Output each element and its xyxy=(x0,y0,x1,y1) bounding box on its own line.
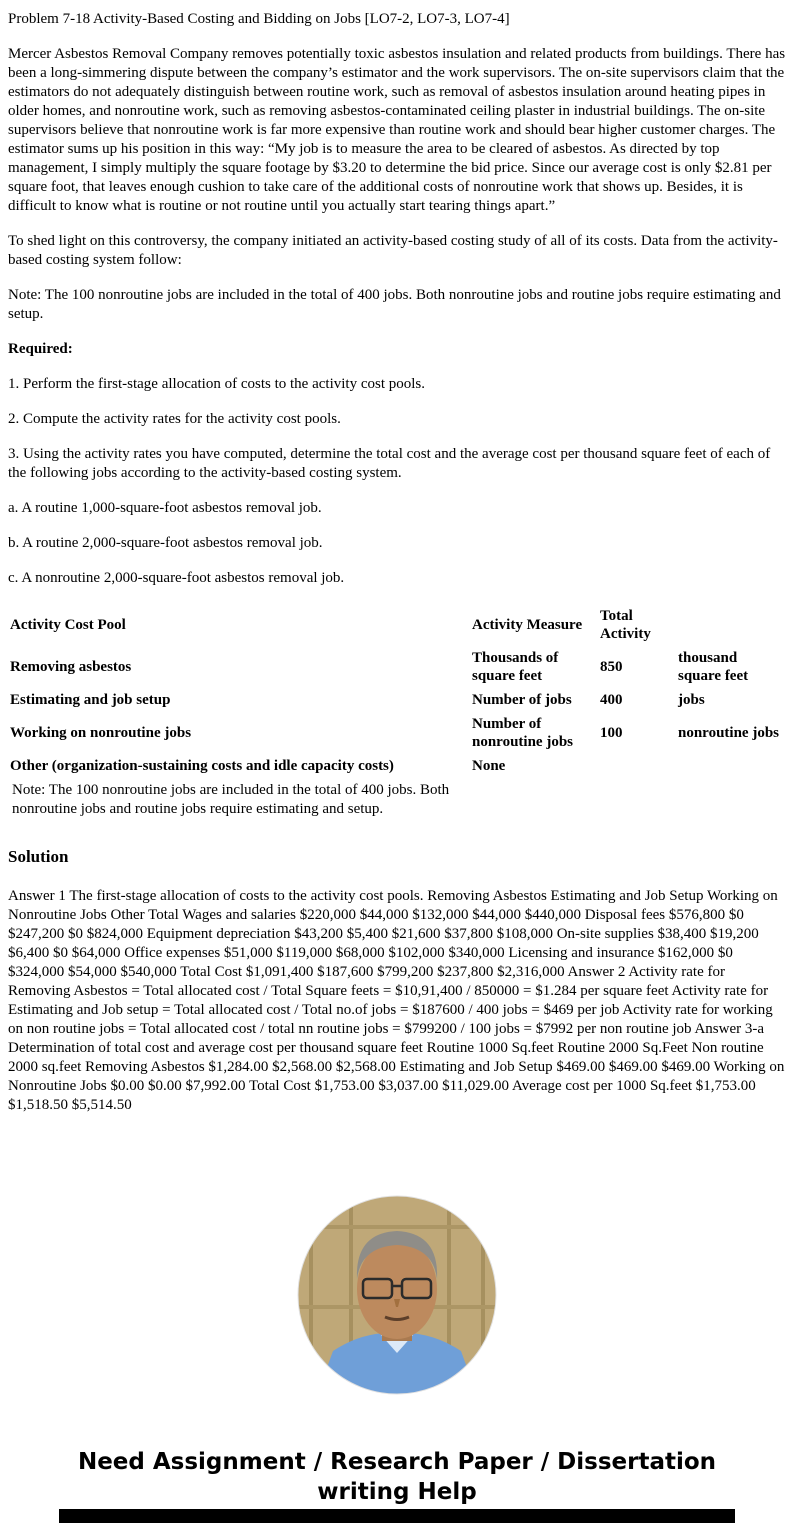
profile-photo-image xyxy=(297,1195,497,1395)
note-paragraph: Note: The 100 nonroutine jobs are included in the total of 400 jobs. Both nonroutine jobs and routine jobs require estimating and setup. xyxy=(8,287,781,322)
cell-measure: Number of nonroutine jobs xyxy=(472,716,574,750)
cell-unit: jobs xyxy=(678,692,705,708)
required-item-3c: c. A nonroutine 2,000-square-foot asbestos removal job. xyxy=(8,570,345,586)
bottom-bar xyxy=(59,1509,735,1523)
col-header-activity-measure: Activity Measure xyxy=(472,617,583,633)
cell-activity: 100 xyxy=(600,725,623,741)
required-heading: Required: xyxy=(8,341,73,357)
profile-photo xyxy=(8,1195,786,1395)
cell-pool: Working on nonroutine jobs xyxy=(10,725,192,741)
col-header-unit xyxy=(678,604,788,646)
table-row-other xyxy=(10,754,788,778)
cell-pool: Other (organization-sustaining costs and idle capacity costs) xyxy=(10,758,394,774)
solution-heading: Solution xyxy=(8,847,69,866)
intro-paragraph-2: To shed light on this controversy, the company initiated an activity-based costing study of all of its costs. Data from the activity-based costing system follow: xyxy=(8,233,778,268)
required-item-3b: b. A routine 2,000-square-foot asbestos removal job. xyxy=(8,535,323,551)
required-item-2: 2. Compute the activity rates for the activity cost pools. xyxy=(8,411,341,427)
cell-activity xyxy=(600,754,678,778)
table-note: Note: The 100 nonroutine jobs are included in the total of 400 jobs. Both nonroutine jobs and routine jobs require estimating and setup. xyxy=(12,782,450,817)
table-row-nonroutine-jobs xyxy=(10,712,788,754)
cell-unit: nonroutine jobs xyxy=(678,725,780,741)
activity-table-header-row xyxy=(10,604,788,646)
table-row-estimating-setup xyxy=(10,688,788,712)
cell-pool: Estimating and job setup xyxy=(10,692,171,708)
cell-unit: thousand square feet xyxy=(678,650,749,684)
col-header-activity-cost-pool: Activity Cost Pool xyxy=(10,617,126,633)
required-item-3a: a. A routine 1,000-square-foot asbestos removal job. xyxy=(8,500,322,516)
required-item-1: 1. Perform the first-stage allocation of costs to the activity cost pools. xyxy=(8,376,425,392)
cell-pool: Removing asbestos xyxy=(10,659,132,675)
cell-measure: Number of jobs xyxy=(472,692,572,708)
cell-unit xyxy=(678,754,788,778)
required-item-3: 3. Using the activity rates you have computed, determine the total cost and the average cost per thousand square feet of each of the following jobs according to the activity-based costing system. xyxy=(8,446,771,481)
solution-text: Answer 1 The first-stage allocation of costs to the activity cost pools. Removing Asbestos Estimating and Job Setup Working on Nonroutine Jobs Other Total Wages and salaries $220,000 $44,000 $132,000 $44,000 $440,000 Disposal fees $576,800 $0 $247,200 $0 $824,000 Equipment depreciation $43,200 $5,400 $21,600 $37,800 $108,000 On-site supplies $38,400 $19,200 $6,400 $0 $64,000 Office expenses $51,000 $119,000 $68,000 $102,000 $340,000 Licensing and insurance $162,000 $0 $324,000 $54,000 $540,000 Total Cost $1,091,400 $187,600 $799,200 $237,800 $2,316,000 Answer 2 Activity rate for Removing Asbestos = Total allocated cost / Total Square feets = $10,91,400 / 850000 = $1.284 per square feet Activity rate for Estimating and Job setup = Total allocated cost / Total no.of jobs = $187600 / 400 jobs = $469 per job Activity rate for working on non routine jobs = Total allocated cost / total nn routine jobs = $799200 / 100 jobs = $7992 per non routine job Answer 3-a Determination of total cost and average cost per thousand square feet Routine 1000 Sq.feet Routine 2000 Sq.Feet Non routine 2000 sq.feet Removing Asbestos $1,284.00 $2,568.00 $2,568.00 Estimating and Job Setup $469.00 $469.00 $469.00 Working on Nonroutine Jobs $0.00 $0.00 $7,992.00 Total Cost $1,753.00 $3,037.00 $11,029.00 Average cost per 1000 Sq.feet $1,753.00 $1,518.50 $5,514.50 xyxy=(8,888,785,1113)
cell-activity: 850 xyxy=(600,659,623,675)
problem-title: Problem 7-18 Activity-Based Costing and Bidding on Jobs [LO7-2, LO7-3, LO7-4] xyxy=(8,11,510,27)
col-header-total-activity: Total Activity xyxy=(600,608,651,642)
cell-measure: None xyxy=(472,758,506,774)
footer-line-help: Need Assignment / Research Paper / Dissertation writing Help xyxy=(77,1449,717,1505)
table-row-removing-asbestos xyxy=(10,646,788,688)
cell-activity: 400 xyxy=(600,692,623,708)
activity-table xyxy=(10,604,788,778)
intro-paragraph-1: Mercer Asbestos Removal Company removes potentially toxic asbestos insulation and related products from buildings. There has been a long-simmering dispute between the company’s estimator and the work supervisors. The on-site supervisors claim that the estimators do not adequately distinguish between routine work, such as removal of asbestos insulation around heating pipes in older homes, and nonroutine work, such as removing asbestos-contaminated ceiling plaster in industrial buildings. The on-site supervisors believe that nonroutine work is far more expensive than routine work and should bear higher customer charges. The estimator sums up his position in this way: “My job is to measure the area to be cleared of asbestos. As directed by top management, I simply multiply the square footage by $3.20 to determine the bid price. Since our average cost is only $2.81 per square foot, that leaves enough cushion to take care of the additional costs of nonroutine work that shows up. Besides, it is difficult to know what is routine or not routine until you actually start tearing things apart.” xyxy=(8,46,786,214)
cell-measure: Thousands of square feet xyxy=(472,650,559,684)
